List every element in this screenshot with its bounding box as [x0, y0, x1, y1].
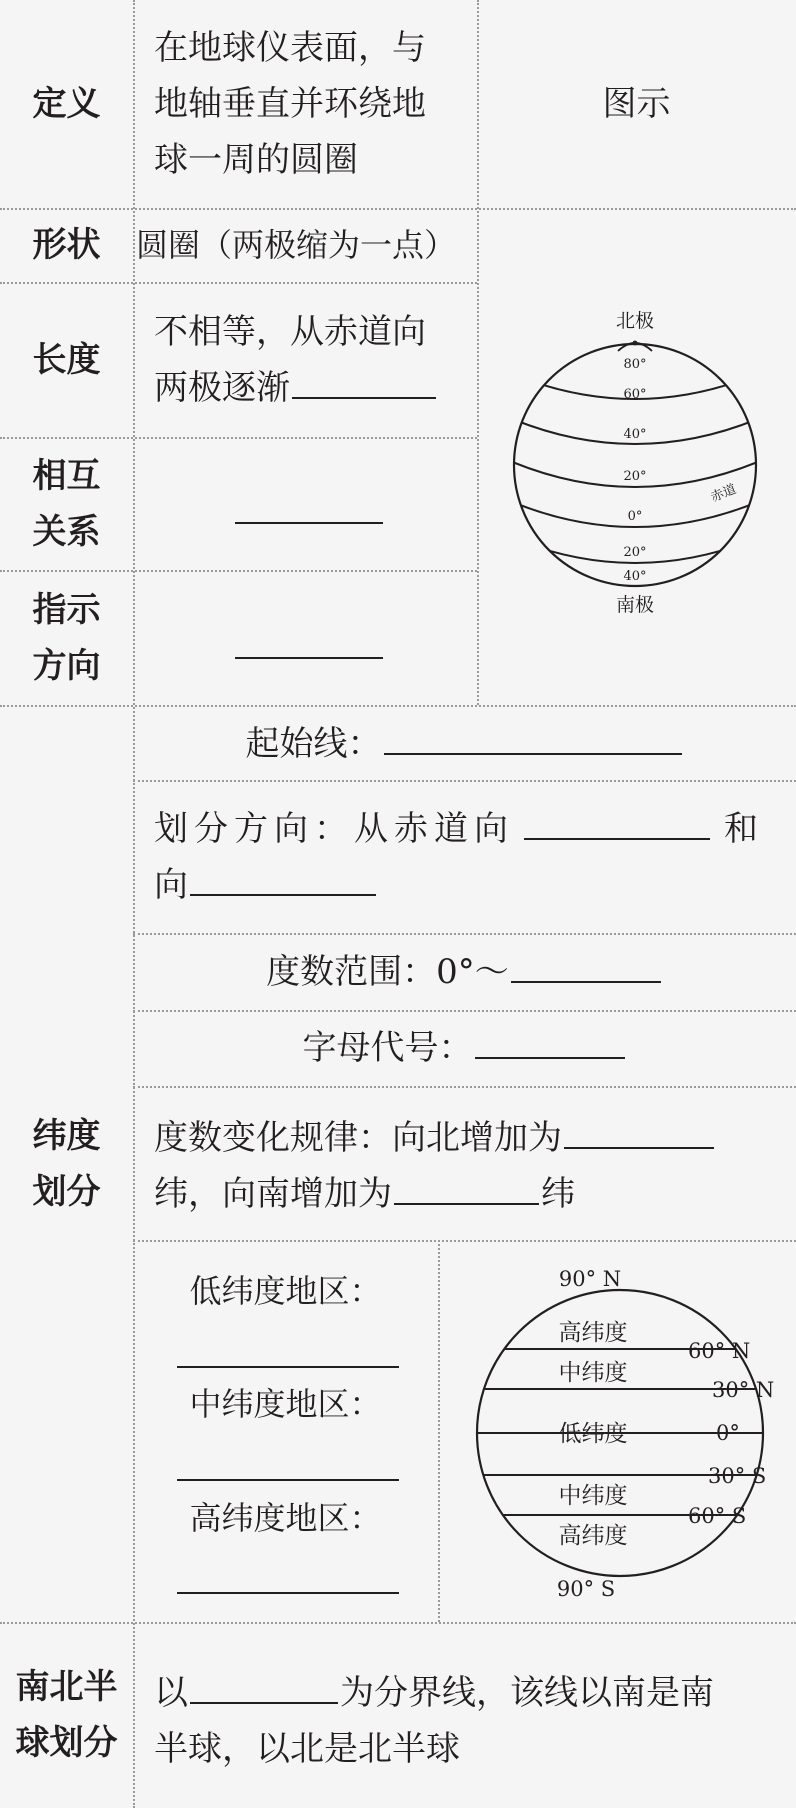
hemisphere-text-2: 为分界线，该线以南是南 — [340, 1673, 714, 1713]
zone-high-north: 高纬度 — [558, 1320, 628, 1346]
high-latitude-region-blank — [177, 1558, 399, 1594]
figure-header: 图示 — [602, 84, 671, 124]
label-90s: 90° S — [556, 1577, 616, 1601]
south-pole-label: 南极 — [615, 594, 655, 616]
label-90n: 90° N — [558, 1267, 622, 1291]
degree-rule-text-1: 度数变化规律：向北增加为 — [154, 1118, 562, 1158]
division-direction-line-1 — [154, 801, 784, 857]
low-latitude-region-blank — [177, 1332, 399, 1368]
row-divider — [133, 1240, 796, 1242]
direction-header-line-2: 方向 — [32, 645, 101, 686]
lat-40s-label: 40° — [623, 569, 647, 584]
lat-80-label: 80° — [623, 357, 647, 372]
latitude-division-header-line-2: 划分 — [32, 1171, 101, 1212]
definition-line-1: 在地球仪表面，与 — [154, 28, 426, 68]
lat-60-label: 60° — [623, 387, 647, 402]
latitude-zones-figure — [450, 1262, 790, 1608]
division-direction-blank-2 — [190, 860, 376, 896]
direction-header-line-1: 指示 — [32, 589, 101, 630]
relation-header — [0, 437, 133, 570]
low-latitude-region-label: 低纬度地区： — [189, 1272, 382, 1310]
hemisphere-text-1: 以 — [154, 1673, 188, 1713]
division-direction-row — [154, 801, 784, 913]
direction-answer-blank — [235, 623, 383, 659]
shape-header: 形状 — [32, 225, 101, 265]
row-divider — [133, 1086, 796, 1088]
equator-label: 赤道 — [708, 481, 739, 506]
start-line-row — [133, 716, 796, 772]
label-30n: 30° N — [712, 1378, 775, 1402]
degree-rule-line-2 — [154, 1166, 789, 1222]
definition-line-2: 地轴垂直并环绕地 — [154, 84, 426, 124]
lat-40n-label: 40° — [623, 427, 647, 442]
length-line-1: 不相等，从赤道向 — [154, 312, 426, 352]
hemisphere-line-2: 半球，以北是北半球 — [154, 1729, 460, 1769]
division-direction-blank-1 — [524, 804, 710, 840]
label-60n: 60° N — [688, 1339, 751, 1363]
zone-high-south: 高纬度 — [558, 1523, 628, 1549]
division-direction-text-2: 和 — [724, 809, 764, 849]
division-direction-text-1: 划分方向：从赤道向 — [154, 809, 514, 849]
mid-latitude-region-label: 中纬度地区： — [189, 1385, 382, 1423]
length-answer-blank — [292, 363, 436, 399]
start-line-label: 起始线： — [245, 724, 382, 764]
relation-header-line-1: 相互 — [32, 455, 101, 496]
definition-header: 定义 — [32, 84, 101, 124]
hemisphere-line-1 — [154, 1665, 789, 1721]
lat-20n-label: 20° — [623, 469, 647, 484]
degree-rule-row — [154, 1110, 789, 1222]
north-pole-point — [633, 341, 638, 346]
hemisphere-text — [154, 1665, 789, 1777]
length-header: 长度 — [32, 339, 101, 380]
letter-code-blank — [475, 1023, 625, 1059]
degree-rule-blank-1 — [564, 1113, 714, 1149]
length-line-2-text: 两极逐渐 — [154, 368, 290, 408]
zone-mid-north: 中纬度 — [558, 1360, 628, 1386]
mid-latitude-region-blank — [177, 1445, 399, 1481]
degree-rule-line-1 — [154, 1110, 789, 1166]
letter-code-label: 字母代号： — [302, 1028, 473, 1068]
row-divider — [133, 933, 796, 935]
degree-rule-text-2: 纬，向南增加为 — [154, 1174, 392, 1214]
division-direction-line-2 — [154, 857, 784, 913]
zone-mid-south: 中纬度 — [558, 1483, 628, 1509]
degree-rule-blank-2 — [394, 1169, 539, 1205]
latitude-division-header-line-1: 纬度 — [32, 1115, 101, 1156]
lat-0-label: 0° — [627, 509, 643, 524]
division-direction-text-3: 向 — [154, 865, 188, 905]
hemisphere-header-line-1: 南北半 — [15, 1667, 118, 1707]
relation-answer-blank — [235, 488, 383, 524]
north-pole-label: 北极 — [615, 310, 655, 332]
relation-header-line-2: 关系 — [32, 511, 101, 552]
length-text — [154, 304, 474, 416]
definition-line-3: 球一周的圆圈 — [154, 140, 358, 180]
letter-code-row — [133, 1020, 796, 1076]
row-divider — [133, 780, 796, 782]
shape-text: 圆圈（两极缩为一点） — [136, 226, 457, 264]
column-divider-zones — [438, 1240, 440, 1622]
degree-range-blank — [511, 947, 661, 983]
degree-range-row — [133, 944, 796, 1000]
label-30s: 30° S — [708, 1464, 767, 1488]
latitude-globe-figure — [500, 305, 782, 625]
zone-low: 低纬度 — [558, 1421, 628, 1447]
degree-rule-text-3: 纬 — [541, 1174, 575, 1214]
lat-20s-label: 20° — [623, 545, 647, 560]
degree-range-label: 度数范围：0°～ — [266, 952, 509, 992]
direction-header — [0, 570, 133, 705]
start-line-blank — [384, 719, 682, 755]
row-divider — [133, 1010, 796, 1012]
length-line-2 — [154, 360, 474, 416]
label-0: 0° — [716, 1421, 740, 1445]
hemisphere-blank — [190, 1668, 338, 1704]
latitude-division-header — [0, 705, 133, 1622]
hemisphere-header — [0, 1622, 133, 1808]
high-latitude-region-label: 高纬度地区： — [189, 1499, 382, 1537]
definition-text — [154, 20, 474, 188]
hemisphere-header-line-2: 球划分 — [15, 1723, 118, 1763]
label-60s: 60° S — [688, 1504, 747, 1528]
